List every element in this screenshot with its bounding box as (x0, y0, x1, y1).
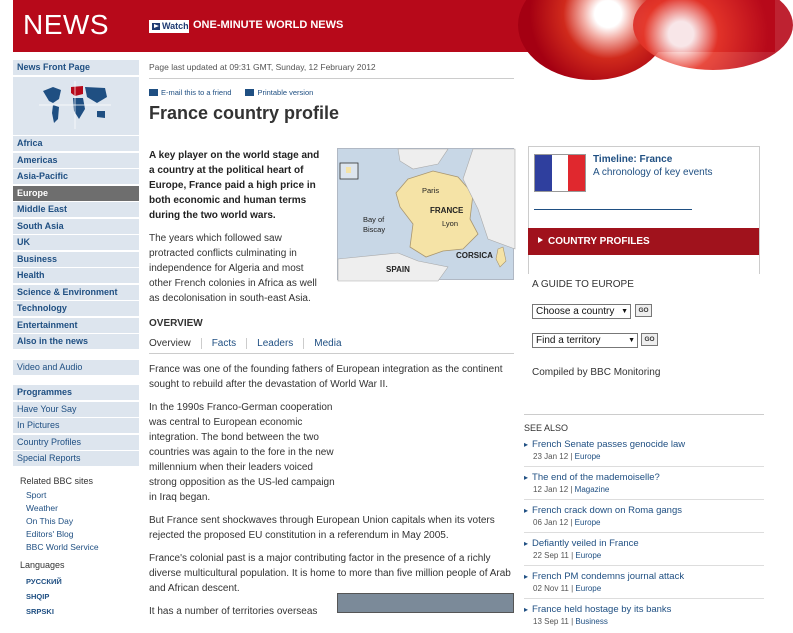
see-also-item[interactable]: ▸ French crack down on Roma gangs 06 Jan 12 | Europe (524, 505, 764, 533)
divider (534, 209, 692, 210)
related-link-weather[interactable]: Weather (26, 503, 58, 513)
guide-heading: A GUIDE TO EUROPE (532, 279, 634, 290)
map-label-bay-of-biscay: Bay of Biscay (363, 215, 386, 234)
nav-region-europe[interactable]: Europe (13, 186, 139, 201)
article-image (337, 593, 514, 613)
print-icon (245, 89, 254, 96)
related-link-sport[interactable]: Sport (26, 490, 47, 500)
language-link-russian[interactable]: РУССКИЙ (26, 577, 62, 586)
nav-programmes[interactable]: Programmes (13, 385, 139, 400)
country-profiles-button[interactable]: COUNTRY PROFILES (528, 228, 759, 255)
language-link-albanian[interactable]: SHQIP (26, 592, 50, 601)
nav-region-asia-pacific[interactable]: Asia-Pacific (13, 169, 139, 184)
body-paragraph: But France sent shockwaves through European Union capitals when its voters rejected the proposed EU constitution in a referendum in May 2005. (149, 515, 495, 541)
compiled-by: Compiled by BBC Monitoring (532, 367, 661, 378)
nav-science-environment[interactable]: Science & Environment (13, 285, 139, 300)
nav-special-reports[interactable]: Special Reports (13, 451, 139, 466)
tab-facts[interactable]: Facts (201, 338, 246, 349)
dropdown-arrow-icon: ▼ (621, 308, 628, 315)
play-icon (152, 23, 160, 30)
print-link[interactable]: Printable version (245, 88, 313, 97)
nav-also-in-the-news[interactable]: Also in the news (13, 334, 139, 349)
banner (13, 0, 775, 52)
territory-select[interactable]: Find a territory ▼ (532, 333, 638, 348)
france-map[interactable] (337, 148, 514, 280)
related-sites-heading: Related BBC sites (20, 476, 94, 486)
languages-heading: Languages (20, 560, 65, 570)
nav-video-audio[interactable]: Video and Audio (13, 360, 139, 375)
nav-region-africa[interactable]: Africa (13, 136, 139, 151)
related-link-on-this-day[interactable]: On This Day (26, 516, 74, 526)
body-paragraph: France's colonial past is a major contributing factor in the presence of a richly diverse multicultural population. It is home to more than five million people of Arab and African descent. (149, 553, 511, 594)
country-select[interactable]: Choose a country ▼ (532, 304, 631, 319)
page-title: France country profile (149, 103, 340, 123)
timeline-title[interactable]: Timeline: France (593, 154, 673, 165)
tab-leaders[interactable]: Leaders (246, 338, 303, 349)
news-logo[interactable]: NEWS (23, 9, 109, 40)
body-paragraph: In the 1990s Franco-German cooperation was central to European economic integration. The bond between the two countries was again to the fore in the new millennium when their leaders voiced strong opposition as the US-led campaign in Iraq began. (149, 402, 335, 503)
france-flag-icon (534, 154, 586, 192)
watch-button[interactable]: Watch (149, 20, 189, 33)
related-link-world-service[interactable]: BBC World Service (26, 542, 99, 552)
related-link-editors-blog[interactable]: Editors' Blog (26, 529, 74, 539)
see-also-heading: SEE ALSO (524, 423, 569, 433)
left-nav (13, 60, 139, 619)
intro (149, 148, 514, 306)
language-link-serbian[interactable]: SRPSKI (26, 607, 54, 616)
last-updated: Page last updated at 09:31 GMT, Sunday, 12 February 2012 (149, 62, 376, 72)
body-paragraph: It has a number of territories overseas (149, 606, 318, 617)
profile-tabs (149, 338, 514, 354)
banner-graphic (633, 0, 793, 70)
nav-business[interactable]: Business (13, 252, 139, 267)
map-label-spain: SPAIN (386, 265, 410, 274)
divider (524, 414, 764, 415)
see-also (524, 423, 764, 633)
nav-uk[interactable]: UK (13, 235, 139, 250)
map-label-corsica: CORSICA (456, 251, 493, 260)
divider (149, 78, 514, 79)
lead-paragraph: A key player on the world stage and a country at the political heart of Europe, France paid a high price in both economic and human terms during the two world wars. (149, 150, 320, 221)
nav-entertainment[interactable]: Entertainment (13, 318, 139, 333)
see-also-item[interactable]: ▸ France held hostage by its banks 13 Sep 11 | Business (524, 604, 764, 628)
nav-technology[interactable]: Technology (13, 301, 139, 316)
nav-country-profiles[interactable]: Country Profiles (13, 435, 139, 450)
related-sites (13, 476, 139, 554)
world-map-icon (39, 81, 111, 129)
nav-region-south-asia[interactable]: South Asia (13, 219, 139, 234)
overview-heading: OVERVIEW (149, 318, 203, 329)
see-also-item[interactable]: ▸ French PM condemns journal attack 02 Nov 11 | Europe (524, 571, 764, 599)
map-label-france: FRANCE (430, 206, 464, 215)
main-content (149, 56, 514, 617)
dropdown-arrow-icon: ▼ (628, 337, 635, 344)
article-body (149, 362, 514, 627)
intro-paragraph: The years which followed saw protracted conflicts culminating in independence for Algeria and most other French colonies in Africa as well as decolonisation in south-east Asia. (149, 233, 317, 304)
nav-health[interactable]: Health (13, 268, 139, 283)
territory-go-button[interactable]: GO (641, 333, 658, 346)
tab-media[interactable]: Media (303, 338, 351, 349)
nav-have-your-say[interactable]: Have Your Say (13, 402, 139, 417)
see-also-item[interactable]: ▸ Defiantly veiled in France 22 Sep 11 | Europe (524, 538, 764, 566)
one-minute-news-link[interactable]: ONE-MINUTE WORLD NEWS (193, 19, 344, 31)
timeline-subtitle[interactable]: A chronology of key events (593, 167, 713, 178)
nav-in-pictures[interactable]: In Pictures (13, 418, 139, 433)
languages (13, 560, 139, 619)
see-also-item[interactable]: ▸ French Senate passes genocide law 23 Jan 12 | Europe (524, 439, 764, 467)
see-also-item[interactable]: ▸ The end of the mademoiselle? 12 Jan 12 | Magazine (524, 472, 764, 500)
body-paragraph: France was one of the founding fathers of European integration as the continent sought to rebuild after the devastation of World War II. (149, 364, 503, 390)
map-label-lyon: Lyon (442, 219, 458, 228)
nav-news-front-page[interactable]: News Front Page (13, 60, 139, 75)
nav-region-americas[interactable]: Americas (13, 153, 139, 168)
map-label-paris: Paris (422, 186, 440, 195)
nav-region-middle-east[interactable]: Middle East (13, 202, 139, 217)
email-link[interactable]: E-mail this to a friend (149, 88, 231, 97)
email-icon (149, 89, 158, 96)
country-go-button[interactable]: GO (635, 304, 652, 317)
world-map-nav[interactable] (13, 77, 139, 135)
tab-overview[interactable]: Overview (149, 338, 191, 349)
article-tools (149, 88, 514, 97)
arrow-right-icon (538, 237, 543, 243)
